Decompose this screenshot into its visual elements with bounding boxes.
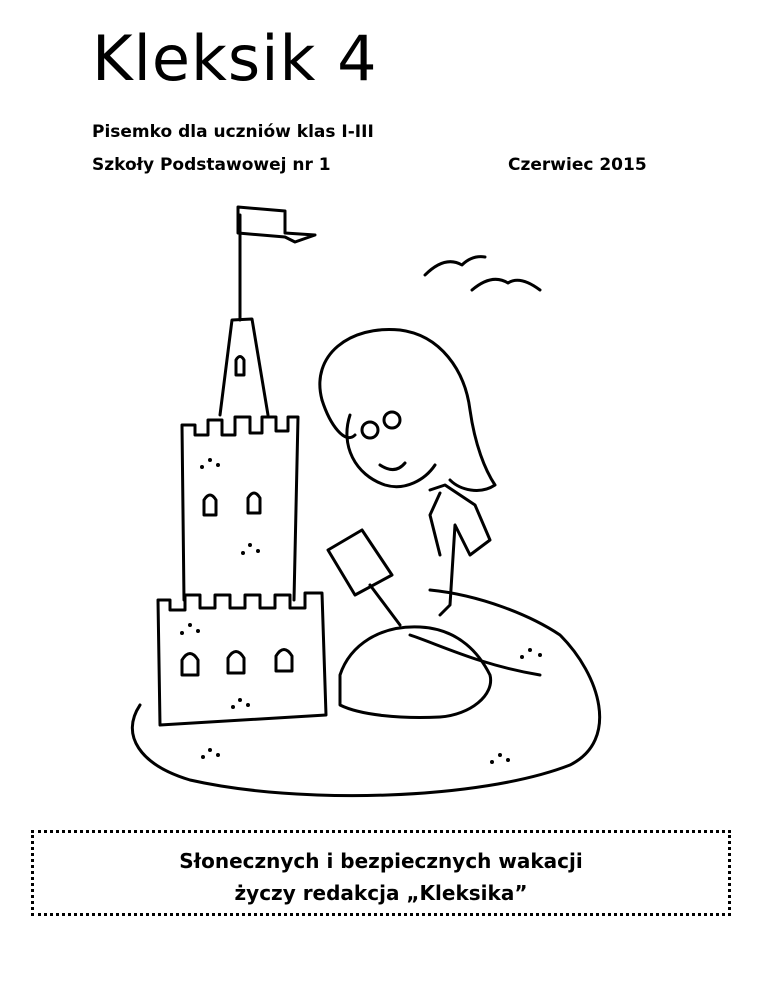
greeting-line-1: Słonecznych i bezpiecznych wakacji xyxy=(179,849,583,873)
girl-legs xyxy=(340,627,491,718)
sand-mound xyxy=(132,590,599,796)
page-title: Kleksik 4 xyxy=(92,22,378,95)
shovel xyxy=(328,530,392,595)
sandcastle-girl-illustration xyxy=(100,195,620,810)
bird-2 xyxy=(472,279,540,290)
girl-face xyxy=(347,415,435,487)
bird-1 xyxy=(425,257,485,275)
subtitle-line-1: Pisemko dla uczniów klas I-III xyxy=(92,122,374,142)
girl-hair xyxy=(320,329,495,490)
middle-tower xyxy=(182,417,298,600)
greeting-line-2: życzy redakcja „Kleksika” xyxy=(234,881,528,905)
greeting-box xyxy=(31,830,731,916)
subtitle-line-2: Szkoły Podstawowej nr 1 xyxy=(92,155,331,175)
issue-date: Czerwiec 2015 xyxy=(508,155,647,175)
flag xyxy=(238,207,315,242)
